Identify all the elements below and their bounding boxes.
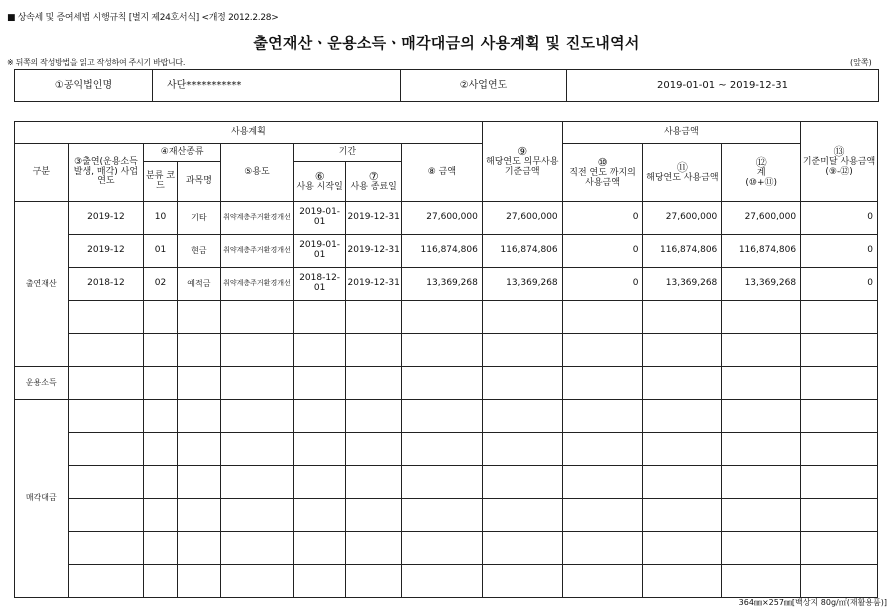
col-total-header	[722, 144, 801, 202]
cell-shortfall: 0	[801, 202, 878, 235]
cell-prev-used: 0	[562, 202, 643, 235]
cell-end-date: 2019-12-31	[346, 235, 402, 268]
empty-row	[15, 466, 878, 499]
cell-amount: 27,600,000	[401, 202, 482, 235]
col-prev-used-header	[562, 144, 643, 202]
cell-year: 2018-12	[68, 268, 144, 301]
corp-name-value: 사단***********	[153, 70, 401, 102]
col-13-label: 기준미달 사용금액	[802, 156, 876, 167]
col-period-header: 기간	[293, 144, 401, 162]
header-row-2	[15, 144, 878, 162]
col-property-type-header: ④재산종류	[144, 144, 221, 162]
col-10-number: ⑩	[597, 155, 608, 169]
cell-base-amount: 116,874,806	[482, 235, 562, 268]
col-current-used-header	[643, 144, 722, 202]
cell-subject: 현금	[177, 235, 220, 268]
col-class-code-header: 분류 코드	[144, 162, 177, 202]
cell-total: 116,874,806	[722, 235, 801, 268]
col-13-formula: (⑨-⑫)	[825, 166, 853, 177]
fiscal-year-value: 2019-01-01 ~ 2019-12-31	[567, 70, 879, 102]
col-11-number: ⑪	[676, 160, 688, 174]
col-6-label: 사용 시작일	[296, 181, 343, 192]
cell-shortfall: 0	[801, 235, 878, 268]
col-shortfall-header	[801, 122, 878, 202]
cell-amount: 116,874,806	[401, 235, 482, 268]
table-row	[15, 268, 878, 301]
col-end-date-header	[346, 162, 402, 202]
col-year-header: ③출연(운용소득 발생, 매각) 사업연도	[68, 144, 144, 202]
section-operating-income: 운용소득	[15, 367, 69, 400]
paper-spec: 364㎜×257㎜[백상지 80g/㎡(재활용품)]	[738, 598, 887, 607]
cell-current-used: 27,600,000	[643, 202, 722, 235]
col-base-amount-header	[482, 122, 562, 202]
info-table	[14, 69, 879, 102]
cell-prev-used: 0	[562, 268, 643, 301]
section-sale-proceeds: 매각대금	[15, 400, 69, 598]
document-title: 출연재산ㆍ운용소득ㆍ매각대금의 사용계획 및 진도내역서	[253, 34, 640, 52]
page-side-label: (앞쪽)	[850, 58, 872, 67]
col-usage-header: ⑤용도	[221, 144, 294, 202]
cell-year: 2019-12	[68, 202, 144, 235]
cell-amount: 13,369,268	[401, 268, 482, 301]
col-category-header: 구분	[15, 144, 69, 202]
cell-usage: 취약계층주거환경개선	[221, 268, 294, 301]
col-11-label: 해당연도 사용금액	[646, 172, 719, 183]
cell-end-date: 2019-12-31	[346, 202, 402, 235]
empty-row	[15, 499, 878, 532]
col-7-number: ⑦	[368, 169, 379, 183]
cell-total: 27,600,000	[722, 202, 801, 235]
form-law-reference: ■ 상속세 및 증여세법 시행규칙 [별지 제24호서식] <개정 2012.2.28>	[7, 13, 279, 23]
col-6-number: ⑥	[314, 169, 325, 183]
plan-group-header: 사용계획	[15, 122, 483, 144]
col-12-formula: (⑩+⑪)	[745, 177, 777, 188]
cell-start-date: 2019-01-01	[293, 202, 346, 235]
cell-subject: 예적금	[177, 268, 220, 301]
cell-usage: 취약계층주거환경개선	[221, 235, 294, 268]
col-7-label: 사용 종료일	[350, 181, 397, 192]
corp-name-label: ①공익법인명	[15, 70, 153, 102]
cell-end-date: 2019-12-31	[346, 268, 402, 301]
cell-usage: 취약계층주거환경개선	[221, 202, 294, 235]
table-row	[15, 235, 878, 268]
col-10-label: 직전 연도 까지의 사용금액	[569, 167, 636, 188]
section-contributed-property: 출연재산	[15, 202, 69, 367]
cell-current-used: 13,369,268	[643, 268, 722, 301]
empty-row	[15, 565, 878, 598]
cell-code: 01	[144, 235, 177, 268]
cell-year: 2019-12	[68, 235, 144, 268]
fiscal-year-label: ②사업연도	[401, 70, 567, 102]
col-9-number: ⑨	[517, 144, 528, 158]
cell-code: 02	[144, 268, 177, 301]
col-amount-header: ⑧ 금액	[401, 144, 482, 202]
cell-start-date: 2019-01-01	[293, 235, 346, 268]
cell-total: 13,369,268	[722, 268, 801, 301]
col-13-number: ⑬	[833, 144, 845, 158]
col-9-label: 해당연도 의무사용 기준금액	[486, 156, 559, 177]
col-start-date-header	[293, 162, 346, 202]
amount-group-header: 사용금액	[562, 122, 800, 144]
empty-row	[15, 532, 878, 565]
cell-subject: 기타	[177, 202, 220, 235]
empty-row	[15, 301, 878, 334]
instruction-notice: ※ 뒤쪽의 작성방법을 읽고 작성하여 주시기 바랍니다.	[7, 58, 186, 67]
usage-table	[14, 121, 878, 598]
cell-start-date: 2018-12-01	[293, 268, 346, 301]
col-subject-header: 과목명	[177, 162, 220, 202]
empty-row	[15, 334, 878, 367]
cell-prev-used: 0	[562, 235, 643, 268]
cell-base-amount: 27,600,000	[482, 202, 562, 235]
cell-base-amount: 13,369,268	[482, 268, 562, 301]
cell-shortfall: 0	[801, 268, 878, 301]
col-12-number: ⑫	[755, 155, 767, 169]
col-12-label: 계	[756, 167, 766, 178]
cell-code: 10	[144, 202, 177, 235]
empty-row	[15, 367, 878, 400]
empty-row	[15, 400, 878, 433]
cell-current-used: 116,874,806	[643, 235, 722, 268]
empty-row	[15, 433, 878, 466]
header-row-1	[15, 122, 878, 144]
table-row	[15, 202, 878, 235]
